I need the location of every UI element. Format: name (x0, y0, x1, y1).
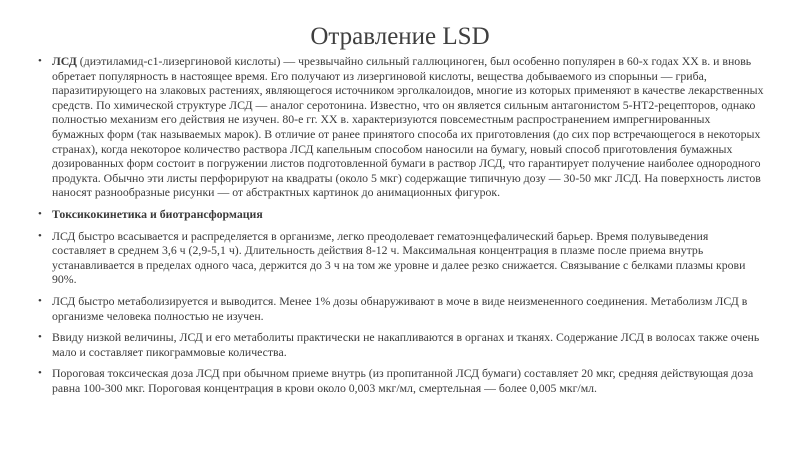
bullet-heading (38, 207, 764, 222)
bullet-item (38, 366, 764, 395)
bullet-item (38, 229, 764, 287)
bullet-list (38, 54, 764, 402)
section-heading: Токсикокинетика и биотрансформация (52, 206, 263, 221)
bullet-dot-icon: • (38, 331, 42, 344)
bullet-dot-icon: • (38, 367, 42, 380)
bullet-dot-icon: • (38, 294, 42, 307)
bullet-dot-icon: • (38, 229, 42, 242)
bullet-dot-icon: • (38, 55, 42, 67)
bullet-text: ЛСД быстро всасывается и распределяется в организме, легко преодолевает гематоэнцефалический барьер. Время полувыведения составляет в среднем 3,6 ч (2,9-5,1 ч). Длительность действия 8-12 ч. Максимальная концентрация в плазме после приема внутрь устанавливается в пределах одного часа, держится до 3 ч на том же уровне и далее резко снижается. Связывание с белками плазмы крови 90%. (52, 228, 746, 287)
bullet-item (38, 294, 764, 323)
bullet-text: Ввиду низкой величины, ЛСД и его метаболиты практически не накапливаются в органах и тканях. Содержание ЛСД в волосах также очень мало и составляет пикограммовые количества. (52, 330, 760, 359)
slide-title: Отравление LSD (310, 23, 490, 50)
bullet-text: Пороговая токсическая доза ЛСД при обычном приеме внутрь (из пропитанной ЛСД бумаги) составляет 20 мкг, средняя действующая доза равна 100-300 мкг. Пороговая концентрация в крови около 0,003 мкг/мл, смертельная — более 0,005 мкг/мл. (52, 366, 754, 395)
bullet-lead: ЛСД (52, 54, 77, 68)
bullet-body: (диэтиламид-с1-лизергиновой кислоты) — чрезвычайно сильный галлюциноген, был особенно популярен в 60-х годах XX в. и вновь обретает популярность в настоящее время. Его получают из лизергиновой кислоты, вещества добываемого из спорыньи — гриба, паразитирующего на злаковых растениях, являющегося источником эрголкалоидов, многие из которых применяют в качестве лекарственных средств. По химической структуре ЛСД — аналог серотонина. Известно, что он является сильным антагонистом 5-НТ2-рецепторов, однако полностью механизм его действия не изучен. 80-е гг. XX в. характеризуются повсеместным распространением импрегнированных бумажных форм (так называемых марок). В отличие от ранее принятого способа их приготовления (до сих пор встречающегося в некоторых странах), когда некоторое количество раствора ЛСД капельным способом наносили на бумагу, новый способ приготовления бумажных дозированных форм состоит в погружении листов подготовленной бумаги в раствор ЛСД, что гарантирует получение наиболее однородного продукта. Обычно эти листы перфорируют на квадраты (около 5 мкг) содержащие типичную дозу — 30-50 мкг ЛСД. На поверхность листов наносят разнообразные рисунки — от абстрактных картинок до анимационных фигурок. (52, 54, 764, 200)
bullet-item (38, 330, 764, 359)
bullet-dot-icon: • (38, 207, 42, 220)
bullet-text (52, 54, 764, 199)
bullet-text: ЛСД быстро метаболизируется и выводится. Менее 1% дозы обнаруживают в моче в виде неизмененного соединения. Метаболизм ЛСД в организме человека полностью не изучен. (52, 293, 748, 323)
bullet-item (38, 54, 764, 200)
